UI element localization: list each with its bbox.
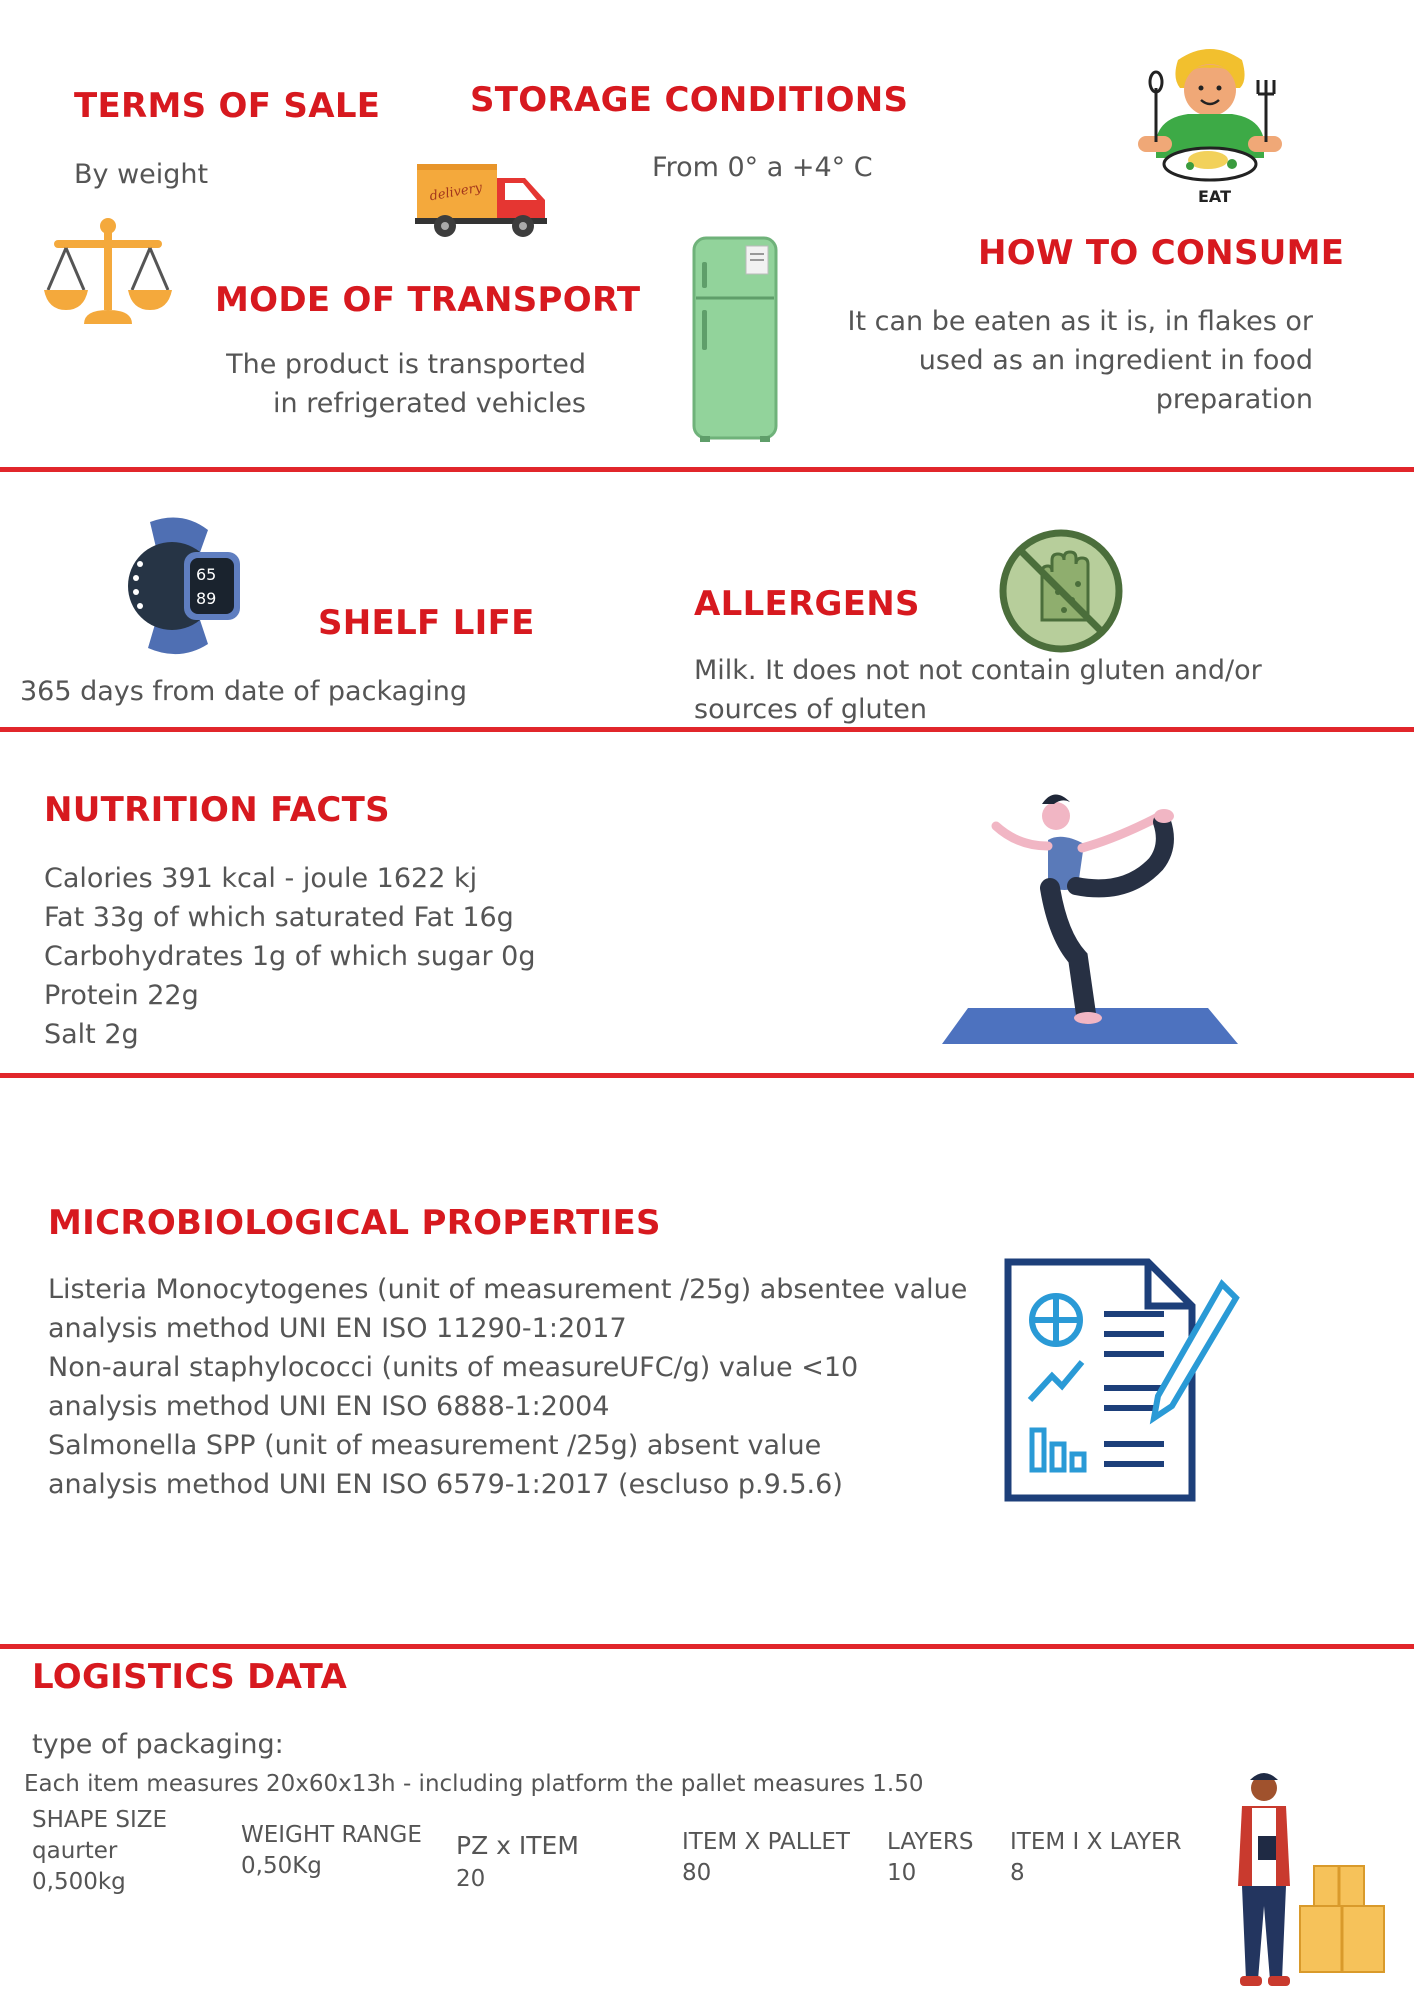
section-divider	[0, 467, 1414, 472]
micro-line: analysis method UNI EN ISO 11290-1:2017	[48, 1313, 627, 1344]
truck-label: delivery	[428, 180, 484, 205]
logistics-col-item-pallet	[682, 1827, 850, 1889]
allergens-line: Milk. It does not not contain gluten and/or	[694, 655, 1262, 686]
logistics-col-label: SHAPE SIZE	[32, 1807, 168, 1833]
transport-line: The product is transported	[226, 349, 586, 380]
section-divider	[0, 1073, 1414, 1078]
delivery-truck-icon	[415, 160, 551, 240]
how-to-consume-text	[848, 302, 1314, 419]
eating-boy-icon	[1130, 40, 1300, 210]
report-document-icon	[1004, 1258, 1244, 1502]
nutrition-line: Fat 33g of which saturated Fat 16g	[44, 902, 514, 933]
how-to-consume-line: It can be eaten as it is, in flakes or	[847, 306, 1313, 337]
transport-line: in refrigerated vehicles	[273, 388, 586, 419]
logistics-col-label: PZ x ITEM	[456, 1831, 579, 1860]
microbiological-list	[48, 1270, 967, 1504]
logistics-col-value: 10	[887, 1860, 917, 1886]
watch-bottom-value: 89	[196, 589, 217, 608]
micro-line: analysis method UNI EN ISO 6888-1:2004	[48, 1391, 610, 1422]
watch-top-value: 65	[196, 565, 217, 584]
storage-conditions-title: STORAGE CONDITIONS	[470, 80, 909, 120]
logistics-col-value: 0,50Kg	[241, 1853, 322, 1879]
logistics-title: LOGISTICS DATA	[32, 1657, 348, 1697]
logistics-col-label: WEIGHT RANGE	[241, 1822, 422, 1848]
storage-conditions-text: From 0° a +4° C	[652, 152, 873, 183]
microbiological-title: MICROBIOLOGICAL PROPERTIES	[48, 1203, 661, 1243]
how-to-consume-title: HOW TO CONSUME	[978, 233, 1345, 273]
micro-line: analysis method UNI EN ISO 6579-1:2017 (escluso p.9.5.6)	[48, 1469, 843, 1500]
logistics-col-value: 80	[682, 1860, 712, 1886]
allergens-title: ALLERGENS	[694, 584, 920, 624]
mode-of-transport-title: MODE OF TRANSPORT	[215, 280, 641, 320]
logistics-col-value: 8	[1010, 1860, 1025, 1886]
logistics-col-label: LAYERS	[887, 1829, 974, 1855]
micro-line: Listeria Monocytogenes (unit of measurement /25g) absentee value	[48, 1274, 968, 1305]
micro-line: Non-aural staphylococci (units of measureUFC/g) value <10	[48, 1352, 859, 1383]
delivery-worker-boxes-icon	[1224, 1766, 1394, 1996]
logistics-col-label: ITEM X PALLET	[682, 1829, 850, 1855]
how-to-consume-line: used as an ingredient in food	[918, 345, 1313, 376]
logistics-col-layers	[887, 1827, 973, 1889]
logistics-col-label: ITEM I X LAYER	[1010, 1829, 1182, 1855]
how-to-consume-line: preparation	[1155, 384, 1313, 415]
nutrition-facts-list	[44, 859, 535, 1054]
micro-line: Salmonella SPP (unit of measurement /25g) absent value	[48, 1430, 822, 1461]
logistics-col-value: 0,500kg	[32, 1869, 126, 1895]
allergens-text	[694, 651, 1262, 729]
section-divider	[0, 1644, 1414, 1649]
logistics-col-value: 20	[456, 1866, 486, 1892]
shelf-life-text: 365 days from date of packaging	[20, 676, 468, 707]
nutrition-line: Salt 2g	[44, 1019, 139, 1050]
logistics-measures: Each item measures 20x60x13h - including platform the pallet measures 1.50	[24, 1771, 924, 1797]
logistics-col-item-layer	[1010, 1827, 1182, 1889]
fridge-icon	[690, 236, 780, 442]
logistics-col-pz-item	[456, 1828, 579, 1895]
scales-icon	[44, 216, 172, 328]
nutrition-facts-title: NUTRITION FACTS	[44, 790, 390, 830]
nutrition-line: Carbohydrates 1g of which sugar 0g	[44, 941, 536, 972]
smartwatch-icon	[122, 516, 244, 656]
eat-label: EAT	[1198, 187, 1231, 206]
packaging-label: type of packaging:	[32, 1729, 284, 1760]
section-divider	[0, 727, 1414, 732]
terms-of-sale-text: By weight	[74, 159, 209, 190]
nutrition-line: Protein 22g	[44, 980, 199, 1011]
yoga-woman-icon	[938, 786, 1244, 1048]
nutrition-line: Calories 391 kcal - joule 1622 kj	[44, 863, 478, 894]
logistics-col-label: qaurter	[32, 1838, 118, 1864]
mode-of-transport-text	[226, 345, 586, 423]
allergens-line: sources of gluten	[694, 694, 927, 725]
shelf-life-title: SHELF LIFE	[318, 603, 535, 643]
no-allergen-hand-icon	[998, 528, 1124, 654]
logistics-col-weight-range	[241, 1820, 422, 1882]
logistics-col-shape-size	[32, 1805, 167, 1898]
terms-of-sale-title: TERMS OF SALE	[74, 86, 381, 126]
